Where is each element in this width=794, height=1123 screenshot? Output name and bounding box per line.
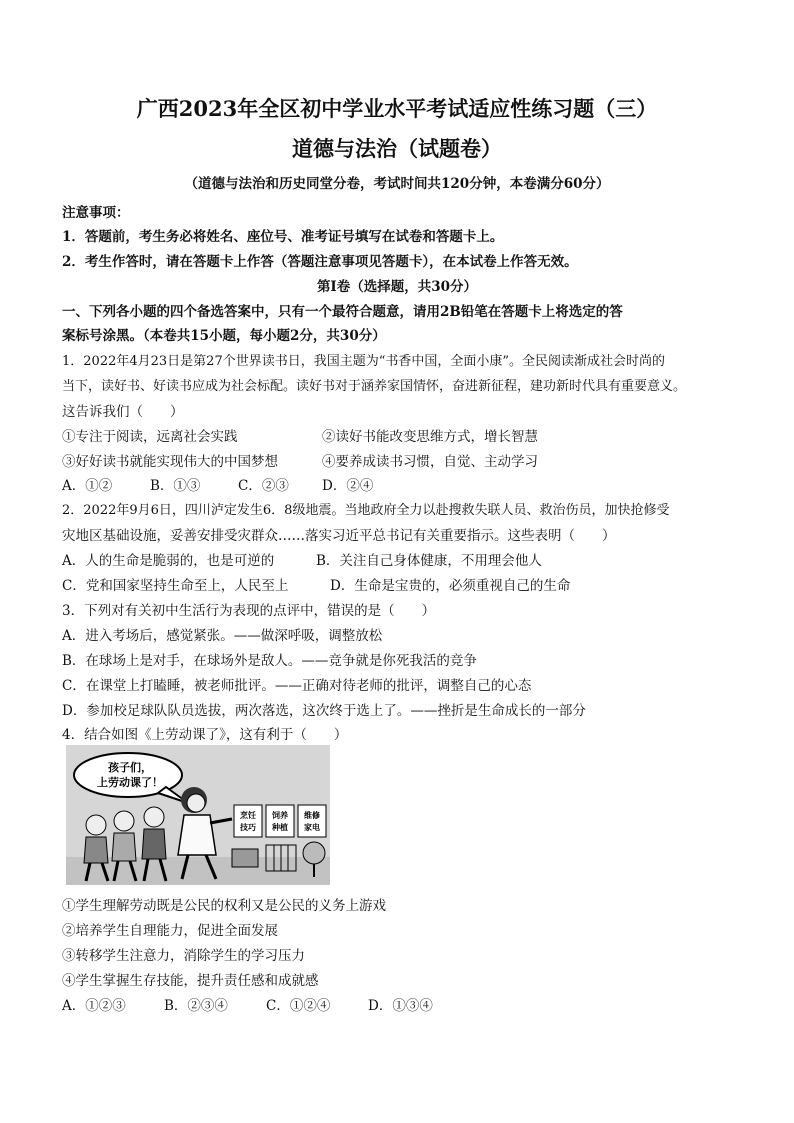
q1-stem-line-2: 当下，读好书、好读书应成为社会标配。读好书对于涵养家国情怀，奋进新征程，建功新时代具有重要意义。 xyxy=(62,379,687,394)
q2-option-a: A．人的生命是脆弱的，也是可逆的 xyxy=(62,553,275,569)
cooking-pot xyxy=(232,849,258,867)
q3-stem: 3．下列对有关初中生活行为表现的点评中，错误的是（ ） xyxy=(62,603,436,619)
exam-title: 广西2023年全区初中学业水平考试适应性练习题（三） xyxy=(136,96,658,121)
q1-option-d: D．②④ xyxy=(322,478,374,494)
sign-cooking-text-2: 技巧 xyxy=(240,823,256,832)
bubble-text-2: 上劳动课了！ xyxy=(97,776,163,789)
q2-option-c: C．党和国家坚持生命至上，人民至上 xyxy=(62,578,289,594)
q1-option-c: C．②③ xyxy=(238,478,289,494)
q1-option-a: A．①② xyxy=(62,478,113,494)
q4-stem: 4．结合如图《上劳动课了》，这有利于（ ） xyxy=(62,727,348,743)
q1-statement-2: ②读好书能改变思维方式，增长智慧 xyxy=(322,429,538,445)
q1-stem-line-3: 这告诉我们（ ） xyxy=(62,404,184,420)
sign-farming-text-2: 种植 xyxy=(272,823,288,832)
q1-statement-4: ④要养成读书习惯，自觉、主动学习 xyxy=(322,454,538,470)
sign-farming xyxy=(266,805,294,837)
notice-item-1: 1．答题前，考生务必将姓名、座位号、准考证号填写在试卷和答题卡上。 xyxy=(62,229,504,245)
section-title: 第Ⅰ卷（选择题，共30分） xyxy=(316,279,478,295)
exam-note: （道德与法治和历史同堂分卷，考试时间共120分钟，本卷满分60分） xyxy=(184,176,610,192)
q4-statement-3: ③转移学生注意力，消除学生的学习压力 xyxy=(62,948,305,964)
q3-option-b: B．在球场上是对手，在球场外是敌人。——竞争就是你死我活的竞争 xyxy=(62,653,477,669)
q2-option-d: D．生命是宝贵的，必须重视自己的生命 xyxy=(330,578,571,594)
sign-cooking xyxy=(234,805,262,837)
q4-statement-2: ②培养学生自理能力，促进全面发展 xyxy=(62,923,278,939)
q3-option-d: D．参加校足球队队员选拔，两次落选，这次终于选上了。——挫折是生命成长的一部分 xyxy=(62,703,586,719)
q3-option-c: C．在课堂上打瞌睡，被老师批评。——正确对待老师的批评，调整自己的心态 xyxy=(62,678,532,694)
notice-heading: 注意事项： xyxy=(62,205,130,221)
labor-class-cartoon xyxy=(66,745,330,885)
q1-stem-line-1: 1．2022年4月23日是第27个世界读书日，我国主题为“书香中国，全面小康”。全民阅读渐成社会时尚的 xyxy=(62,354,666,369)
q1-statement-3: ③好好读书就能实现伟大的中国梦想 xyxy=(62,454,278,470)
bubble-text-1: 孩子们， xyxy=(108,761,152,774)
sign-cooking-text-1: 烹饪 xyxy=(240,811,256,820)
q1-option-b: B．①③ xyxy=(150,478,201,494)
sign-repair-text-1: 维修 xyxy=(304,811,320,820)
q2-stem-line-2: 灾地区基础设施，妥善安排受灾群众……落实习近平总书记有关重要指示。这些表明（ ） xyxy=(62,528,616,544)
electric-fan xyxy=(303,842,325,864)
section-instruction-line-2: 案标号涂黑。（本卷共15小题，每小题2分，共30分） xyxy=(62,328,386,344)
q1-statement-1: ①专注于阅读，远离社会实践 xyxy=(62,429,238,445)
sign-repair xyxy=(298,805,326,837)
q3-option-a: A．进入考场后，感觉紧张。——做深呼吸，调整放松 xyxy=(62,628,383,644)
q2-stem-line-1: 2．2022年9月6日，四川泸定发生6．8级地震。当地政府全力以赴搜救失联人员、救治伤员，加快抢修受 xyxy=(62,503,670,518)
sign-repair-text-2: 家电 xyxy=(304,823,320,832)
q4-option-a: A．①②③ xyxy=(62,998,126,1014)
section-instruction-line-1: 一、下列各小题的四个备选答案中，只有一个最符合题意，请用2B铅笔在答题卡上将选定的答 xyxy=(62,304,623,320)
notice-item-2: 2．考生作答时，请在答题卡上作答（答题注意事项见答题卡），在本试卷上作答无效。 xyxy=(62,254,578,270)
q4-statement-1: ①学生理解劳动既是公民的权利又是公民的义务上游戏 xyxy=(62,898,386,914)
exam-subtitle: 道德与法治（试题卷） xyxy=(292,136,502,161)
q4-statement-4: ④学生掌握生存技能，提升责任感和成就感 xyxy=(62,973,319,989)
q2-option-b: B．关注自己身体健康，不用理会他人 xyxy=(316,553,542,569)
sign-farming-text-1: 饲养 xyxy=(272,811,288,820)
q4-option-d: D．①③④ xyxy=(368,998,433,1014)
q4-option-c: C．①②④ xyxy=(266,998,331,1014)
q4-option-b: B．②③④ xyxy=(164,998,228,1014)
